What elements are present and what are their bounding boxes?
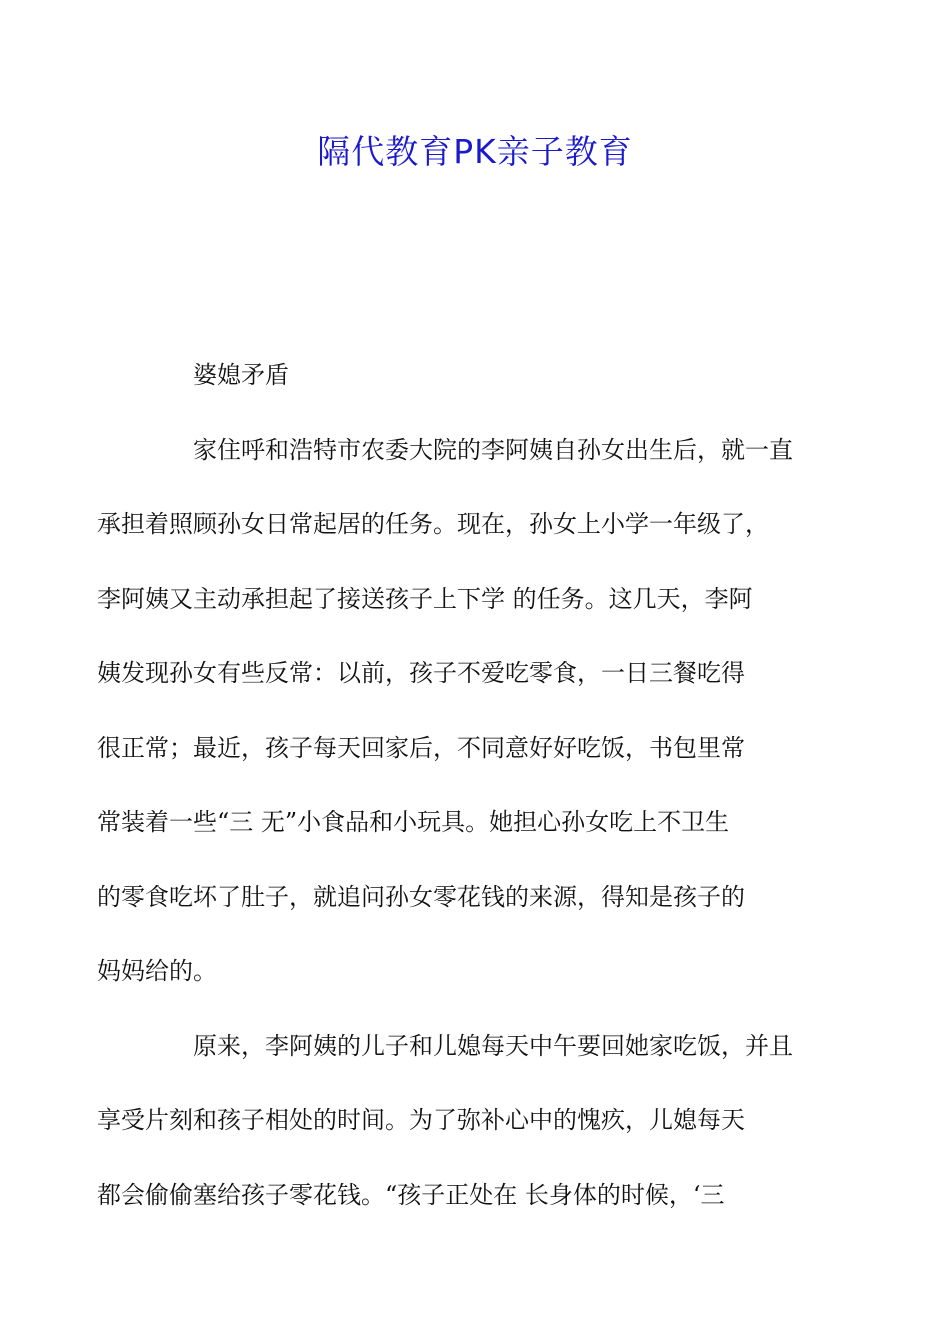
section-heading	[145, 338, 810, 413]
paragraph-line: 的零食吃坏了肚子，就追问孙女零花钱的来源，得知是孩子的	[97, 882, 745, 911]
paragraph-line: 享受片刻和孩子相处的时间。为了弥补心中的愧疚，儿媳每天	[97, 1106, 745, 1134]
heading-line: 婆媳矛盾	[193, 361, 289, 389]
paragraph-line: 姨发现孙女有些反常：以前，孩子不爱吃零食，一日三餐吃得	[97, 659, 745, 687]
paragraph-line: 常装着一些“三 无”小食品和小玩具。她担心孙女吃上不卫生	[97, 808, 730, 836]
paragraph-line: 家住呼和浩特市农委大院的李阿姨自孙女出生后，就一直	[193, 435, 793, 464]
paragraph-line: 承担着照顾孙女日常起居的任务。现在，孙女上小学一年级了，	[97, 510, 769, 538]
paragraph-line: 原来，李阿姨的儿子和儿媳每天中午要回她家吃饭，并且	[193, 1031, 793, 1060]
paragraph-line: 李阿姨又主动承担起了接送孩子上下学 的任务。这几天，李阿	[97, 584, 753, 613]
paragraph-2	[97, 1009, 810, 1233]
paragraph-line: 很正常；最近，孩子每天回家后，不同意好好吃饭，书包里常	[97, 733, 745, 762]
document-body	[97, 338, 810, 1232]
paragraph-line: 都会偷偷塞给孩子零花钱。“孩子正处在 长身体的时候，‘三	[97, 1180, 725, 1209]
paragraph-1	[97, 413, 810, 1009]
document-title: 隔代教育PK亲子教育	[317, 132, 633, 171]
paragraph-line: 妈妈给的。	[97, 957, 217, 985]
